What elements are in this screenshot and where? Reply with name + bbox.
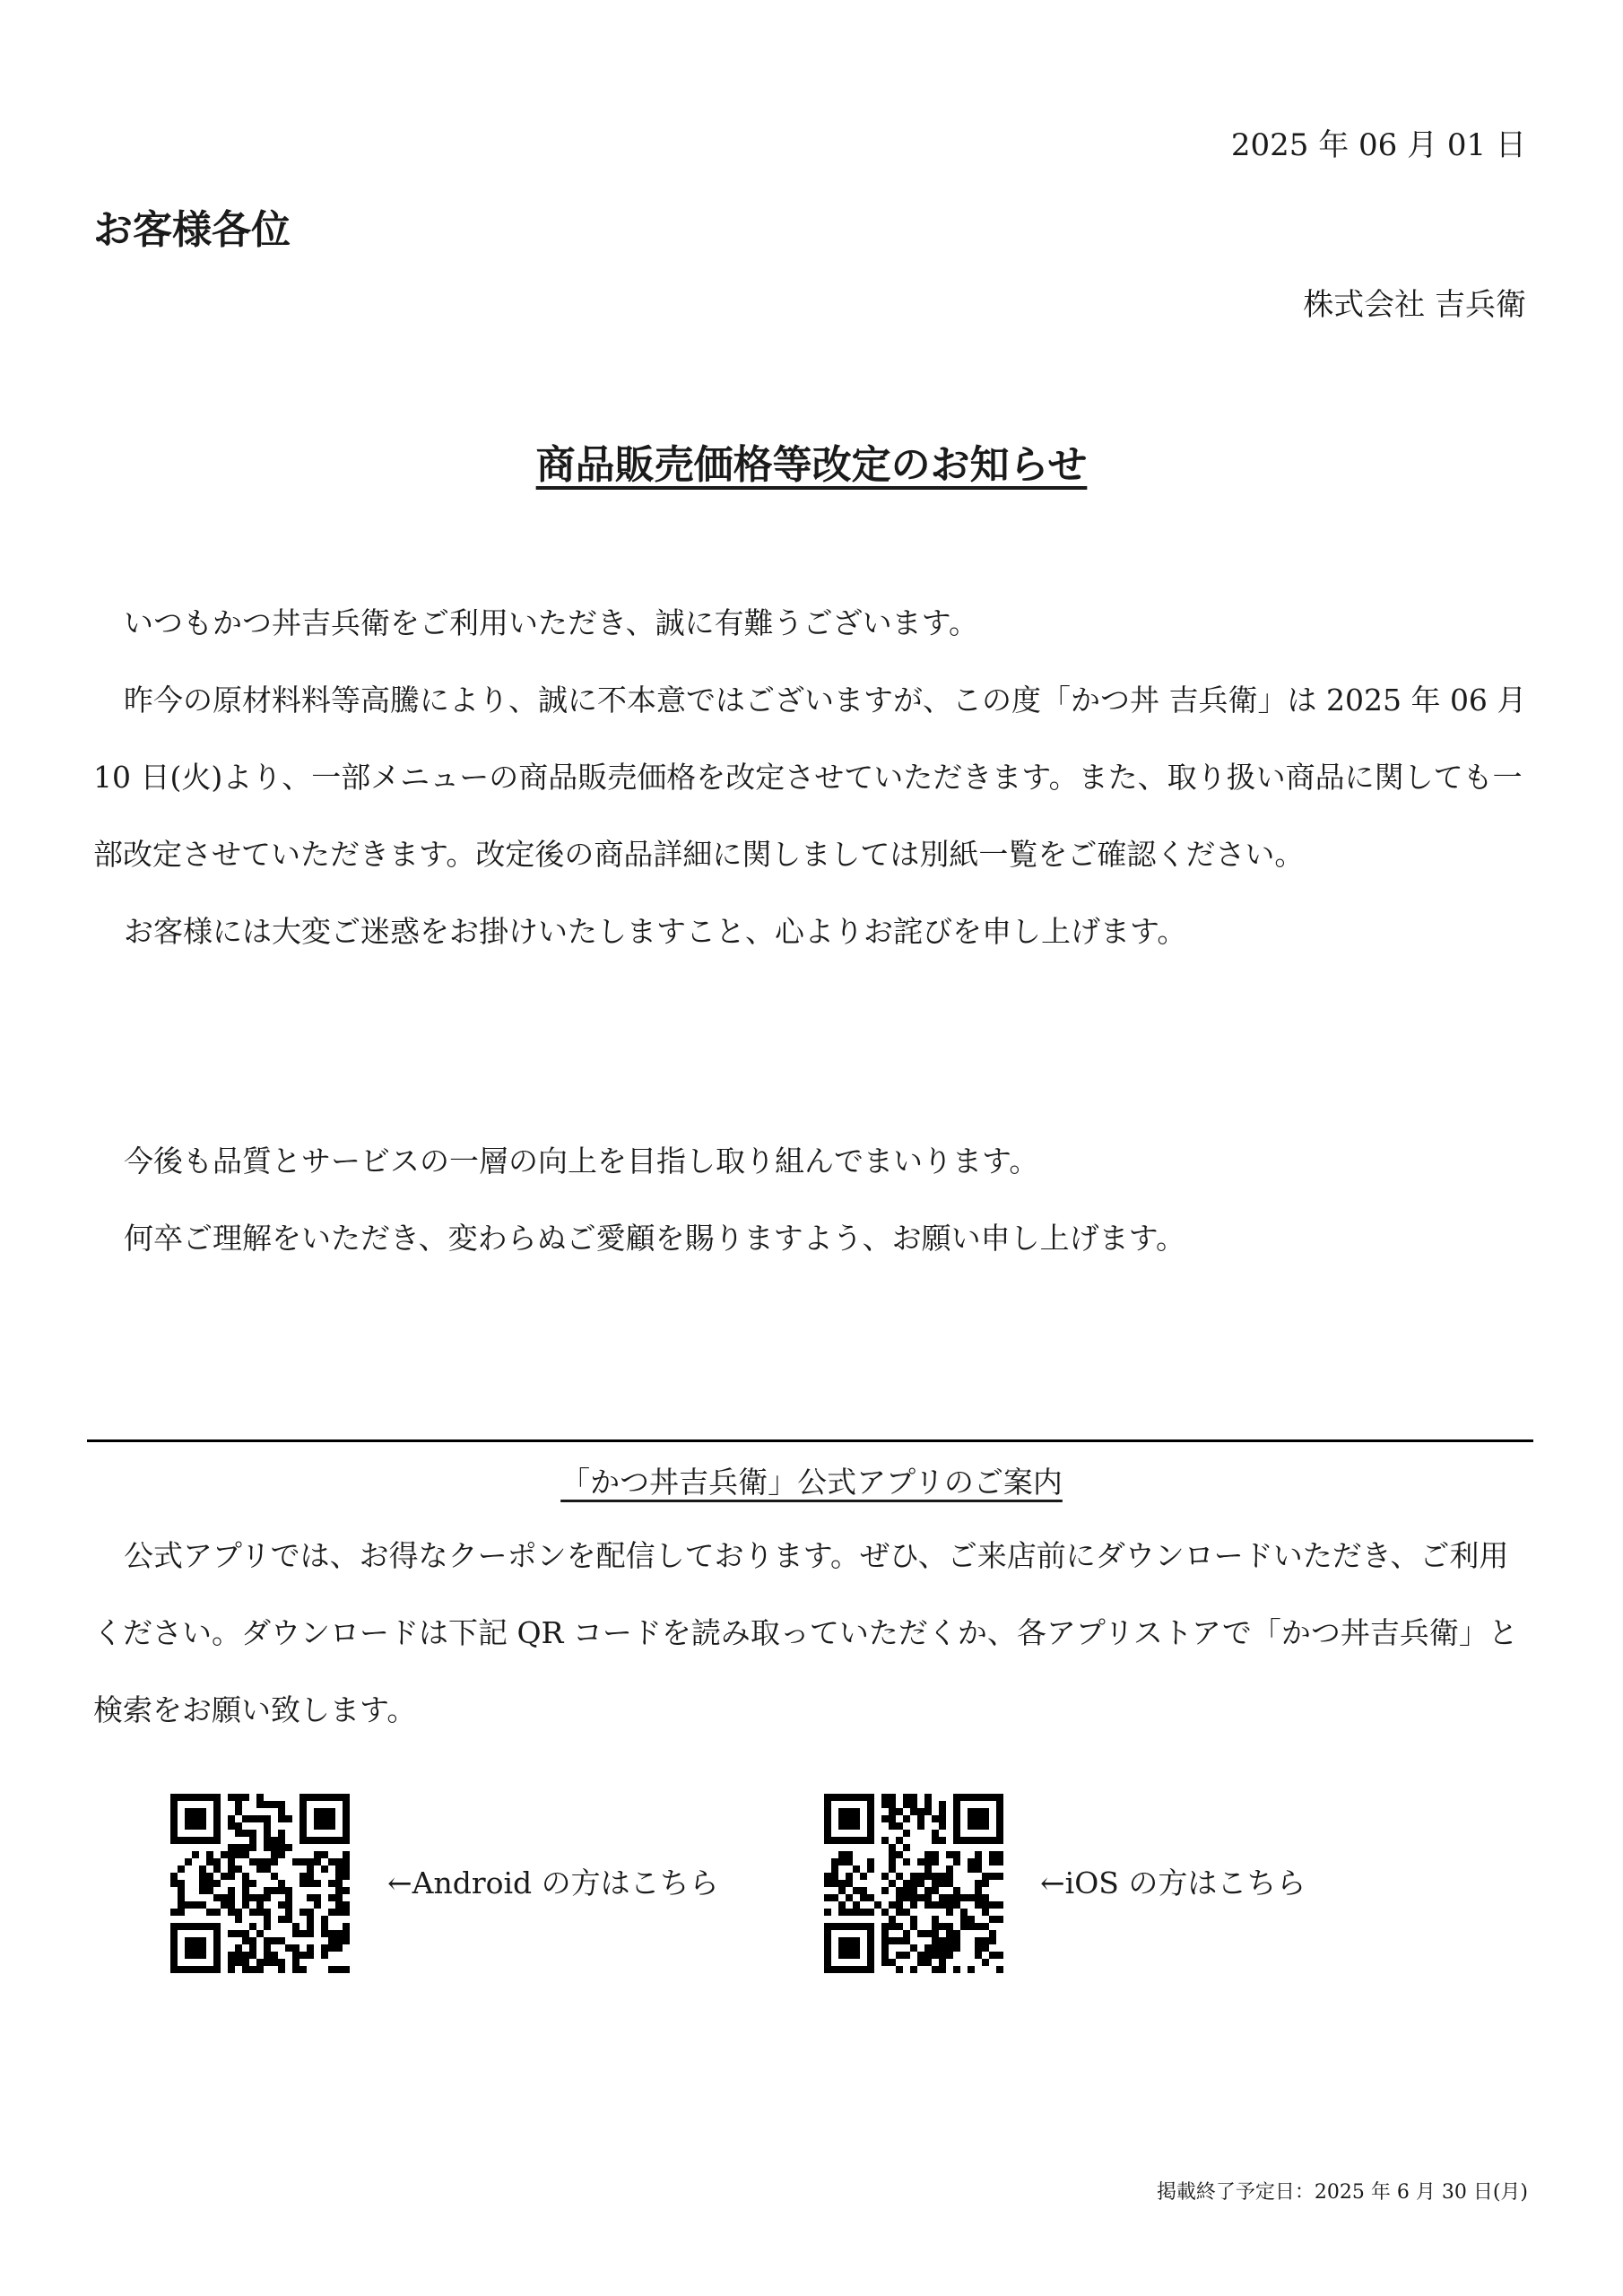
paragraph-apology: お客様には大変ご迷惑をお掛けいたしますこと、心よりお詫びを申し上げます。 <box>124 914 1187 949</box>
notice-title: 商品販売価格等改定のお知らせ <box>535 442 1088 488</box>
salutation: お客様各位 <box>93 207 291 253</box>
document-date: 2025 年 06 月 01 日 <box>1230 127 1526 163</box>
company-name: 株式会社 吉兵衛 <box>1303 287 1526 323</box>
android-qr-code[interactable] <box>170 1794 350 1973</box>
paragraph-price-revision: 昨今の原材料料等高騰により、誠に不本意ではございますが、この度「かつ丼 吉兵衛」は 2025 年 06 月 10 日(火)より、一部メニューの商品販売価格を改定させていただきます。また、取り扱い商品に関しても一部改定させていただきます。改定後の商品詳細に関しましては別紙一覧をご確認ください。 <box>93 683 1527 872</box>
app-info <box>93 1518 1532 1749</box>
app-heading-wrapper <box>0 1459 1623 1501</box>
app-section-heading: 「かつ丼吉兵衛」公式アプリのご案内 <box>560 1465 1063 1500</box>
section-divider <box>87 1439 1533 1442</box>
ios-qr-code[interactable] <box>824 1794 1003 1973</box>
paragraph-thanks: いつもかつ丼吉兵衛をご利用いただき、誠に有難うございます。 <box>124 605 979 640</box>
android-download-label: ←Android の方はこちら <box>387 1866 719 1900</box>
closing-body <box>93 1123 1532 1277</box>
app-description: 公式アプリでは、お得なクーポンを配信しております。ぜひ、ご来店前にダウンロードいただき、ご利用ください。ダウンロードは下記 QR コードを読み取っていただくか、各アプリストアで「かつ丼吉兵衛」と検索をお願い致します。 <box>93 1538 1518 1727</box>
paragraph-commitment: 今後も品質とサービスの一層の向上を目指し取り組んでまいります。 <box>124 1144 1039 1178</box>
notice-body <box>93 585 1532 970</box>
notice-title-wrapper <box>0 432 1623 490</box>
posting-end-date: 掲載終了予定日：2025 年 6 月 30 日(月) <box>1156 2181 1528 2204</box>
paragraph-request: 何卒ご理解をいただき、変わらぬご愛顧を賜りますよう、お願い申し上げます。 <box>124 1221 1186 1256</box>
ios-download-label: ←iOS の方はこちら <box>1040 1866 1306 1900</box>
